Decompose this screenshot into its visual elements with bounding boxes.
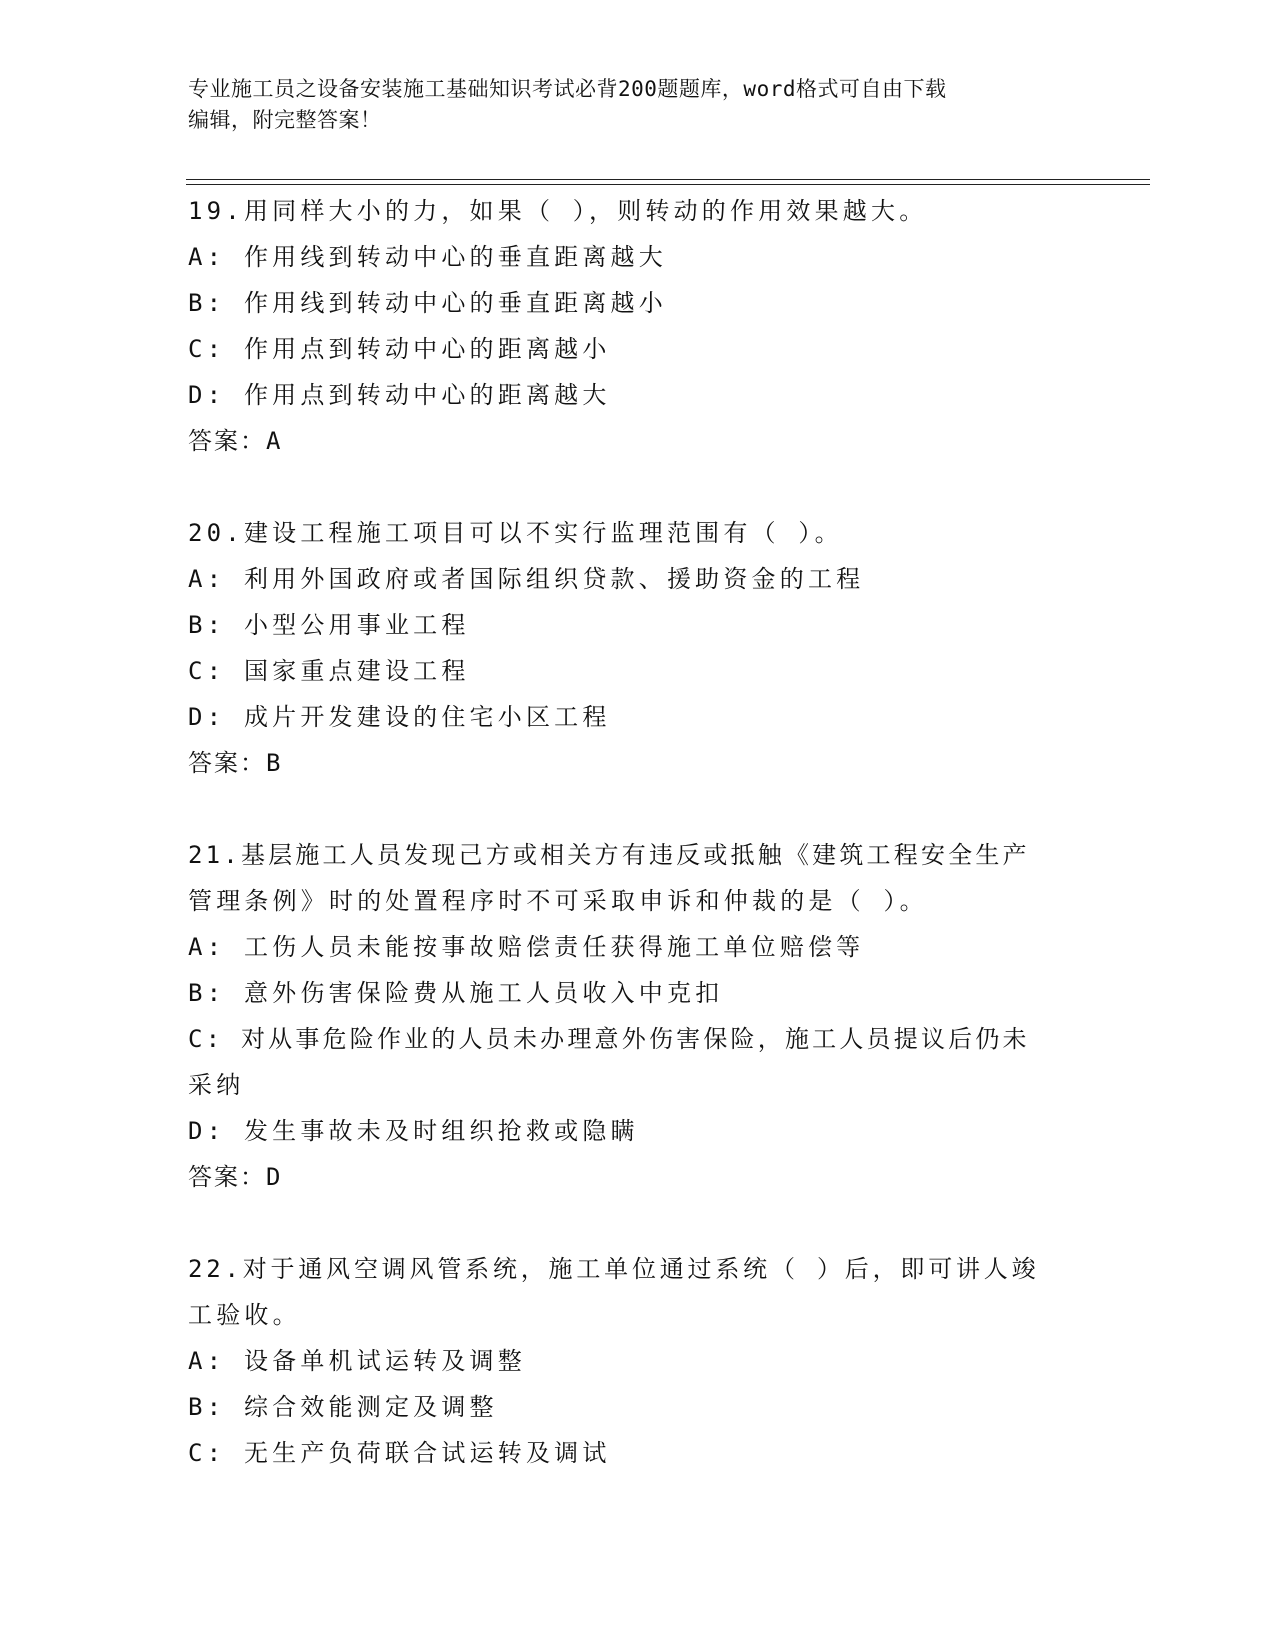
question-list bbox=[188, 188, 1088, 1476]
question-21 bbox=[188, 832, 1088, 1200]
option-c: C: 国家重点建设工程 bbox=[188, 657, 470, 685]
option-c: C: 作用点到转动中心的距离越小 bbox=[188, 335, 611, 363]
option-b: B: 综合效能测定及调整 bbox=[188, 1393, 498, 1421]
option-b: B: 小型公用事业工程 bbox=[188, 611, 470, 639]
option-d: D: 成片开发建设的住宅小区工程 bbox=[188, 703, 611, 731]
question-stem-line-1: 22.对于通风空调风管系统，施工单位通过系统（ ）后，即可讲人竣 bbox=[188, 1255, 1040, 1283]
answer-label: 答案：A bbox=[188, 427, 283, 455]
option-c: C: 无生产负荷联合试运转及调试 bbox=[188, 1439, 611, 1467]
option-a: A: 工伤人员未能按事故赔偿责任获得施工单位赔偿等 bbox=[188, 933, 865, 961]
option-b: B: 意外伤害保险费从施工人员收入中克扣 bbox=[188, 979, 724, 1007]
option-b: B: 作用线到转动中心的垂直距离越小 bbox=[188, 289, 667, 317]
header-line-1: 专业施工员之设备安装施工基础知识考试必背200题题库，word格式可自由下载 bbox=[188, 77, 947, 101]
header-rule-bottom bbox=[186, 184, 1150, 185]
option-a: A: 利用外国政府或者国际组织贷款、援助资金的工程 bbox=[188, 565, 865, 593]
answer-label: 答案：B bbox=[188, 749, 283, 777]
document-header bbox=[188, 74, 1088, 136]
question-stem: 19.用同样大小的力，如果（ ），则转动的作用效果越大。 bbox=[188, 197, 928, 225]
question-stem-line-2: 工验收。 bbox=[188, 1301, 301, 1329]
option-c-line-2: 采纳 bbox=[188, 1071, 245, 1099]
option-d: D: 作用点到转动中心的距离越大 bbox=[188, 381, 611, 409]
question-stem-line-2: 管理条例》时的处置程序时不可采取申诉和仲裁的是（ ）。 bbox=[188, 887, 928, 915]
header-rule-top bbox=[186, 179, 1150, 180]
option-a: A: 作用线到转动中心的垂直距离越大 bbox=[188, 243, 667, 271]
question-spacer bbox=[188, 786, 1088, 832]
question-19 bbox=[188, 188, 1088, 464]
question-22 bbox=[188, 1246, 1088, 1476]
header-line-2: 编辑，附完整答案！ bbox=[188, 108, 382, 132]
question-stem: 20.建设工程施工项目可以不实行监理范围有（ ）。 bbox=[188, 519, 843, 547]
question-spacer bbox=[188, 464, 1088, 510]
option-d: D: 发生事故未及时组织抢救或隐瞒 bbox=[188, 1117, 639, 1145]
option-a: A: 设备单机试运转及调整 bbox=[188, 1347, 526, 1375]
question-spacer bbox=[188, 1200, 1088, 1246]
question-20 bbox=[188, 510, 1088, 786]
option-c-line-1: C: 对从事危险作业的人员未办理意外伤害保险，施工人员提议后仍未 bbox=[188, 1025, 1030, 1053]
answer-label: 答案：D bbox=[188, 1163, 283, 1191]
question-stem-line-1: 21.基层施工人员发现己方或相关方有违反或抵触《建筑工程安全生产 bbox=[188, 841, 1030, 869]
